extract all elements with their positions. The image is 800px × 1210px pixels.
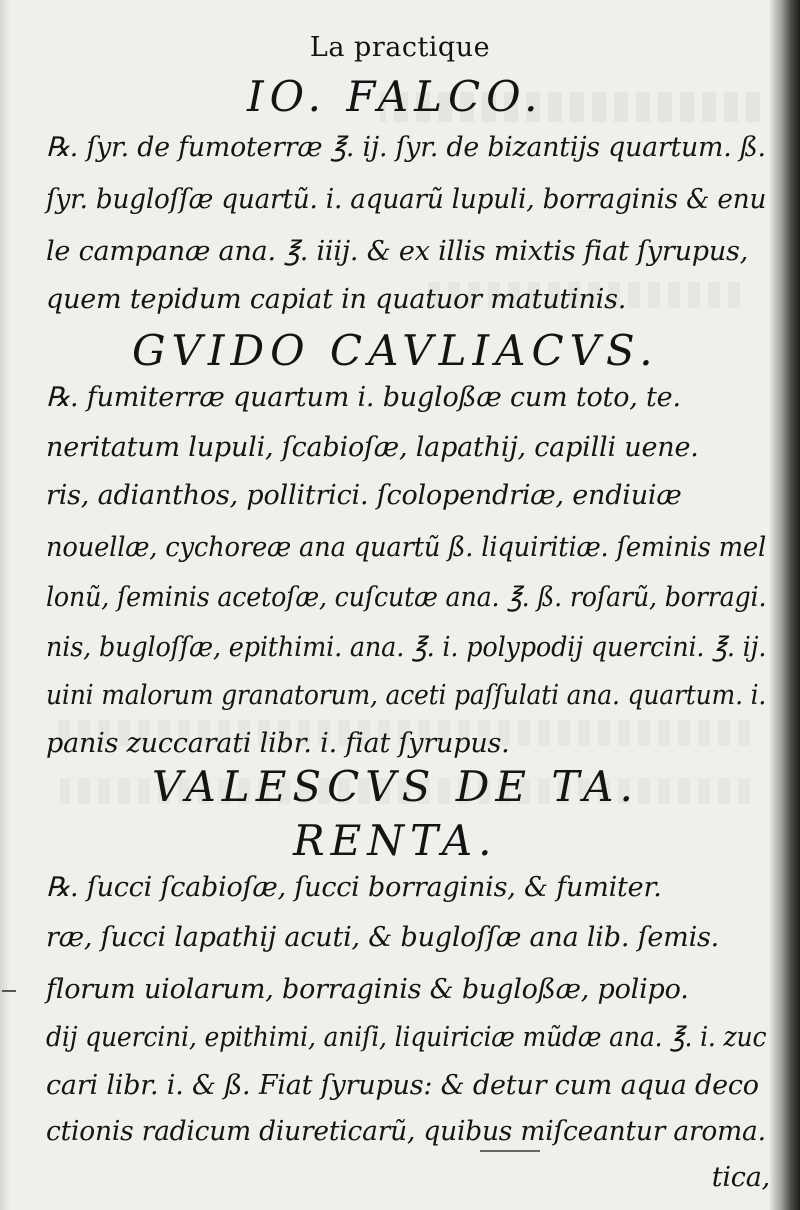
text-line: ris, adianthos, pollitrici. ſcolopendriæ, endiuiæ	[46, 480, 682, 511]
text-line: florum uiolarum, borraginis & bugloßæ, polipo.	[46, 974, 689, 1005]
margin-mark	[2, 990, 16, 992]
text-line: quem tepidum capiat in quatuor matutinis.	[46, 284, 627, 315]
text-line: cari libr. i. & ß. Fiat ſyrupus: & detur cum aqua deco	[46, 1070, 759, 1101]
section-heading-valescus-cont: RENTA.	[293, 816, 498, 865]
page-gutter-shadow	[0, 0, 10, 1210]
text-line: ℞. ſyr. de fumoterræ ℥. ij. ſyr. de bizantijs quartum. ß.	[46, 132, 766, 163]
underline-rule	[480, 1150, 540, 1152]
text-line: ræ, ſucci lapathij acuti, & bugloſſæ ana lib. ſemis.	[46, 922, 720, 953]
text-line: le campanæ ana. ℥. iiij. & ex illis mixtis fiat ſyrupus,	[46, 236, 749, 267]
text-line: uini malorum granatorum, aceti paſſulati ana. quartum. i.	[46, 680, 767, 711]
text-line: ſyr. bugloſſæ quartũ. i. aquarũ lupuli, borraginis & enu	[46, 184, 767, 215]
text-line: ℞. fumiterræ quartum i. bugloßæ cum toto, te.	[46, 382, 681, 413]
section-heading-cauliacus: GVIDO CAVLIACVS.	[132, 326, 659, 375]
catchword: tica,	[711, 1162, 770, 1193]
text-line: neritatum lupuli, ſcabioſæ, lapathij, capilli uene.	[46, 432, 699, 463]
running-head: La practique	[309, 32, 491, 63]
section-heading-falco: IO. FALCO.	[247, 72, 544, 121]
text-line: nis, bugloſſæ, epithimi. ana. ℥. i. polypodij quercini. ℥. ij.	[46, 632, 767, 663]
text-line: panis zuccarati libr. i. fiat ſyrupus.	[46, 728, 510, 759]
page-edge-shadow	[770, 0, 800, 1210]
text-line: ctionis radicum diureticarũ, quibus miſceantur aroma.	[46, 1116, 766, 1147]
text-line: ℞. ſucci ſcabioſæ, ſucci borraginis, & fumiter.	[46, 872, 662, 903]
text-line: dij quercini, epithimi, aniſi, liquiriciæ mũdæ ana. ℥. i. zuc	[46, 1022, 767, 1053]
text-line: lonũ, ſeminis acetoſæ, cuſcutæ ana. ℥. ß. roſarũ, borragi.	[46, 582, 767, 613]
section-heading-valescus: VALESCVS DE TA.	[152, 762, 639, 811]
text-line: nouellæ, cychoreæ ana quartũ ß. liquiritiæ. ſeminis mel	[46, 532, 767, 563]
